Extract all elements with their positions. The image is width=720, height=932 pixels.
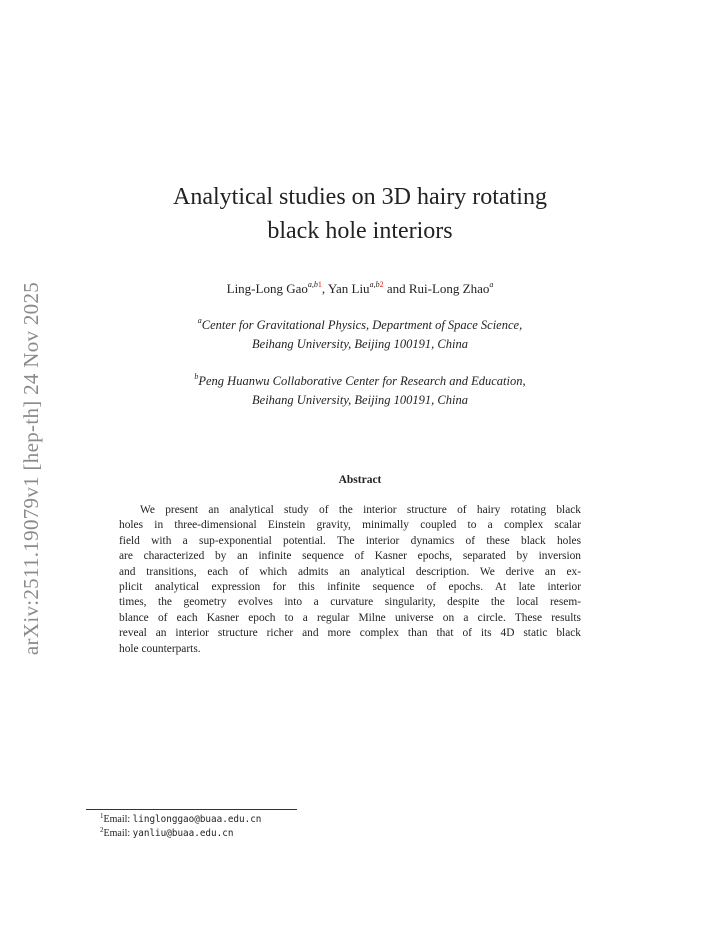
affiliation-mark: a: [197, 316, 202, 325]
title-line-1: Analytical studies on 3D hairy rotating: [173, 184, 547, 210]
footnote-mark: 1: [100, 812, 104, 820]
affiliation-marker: a,b1: [307, 280, 322, 289]
affiliation-marker: a: [489, 280, 494, 289]
paper-title: [0, 180, 720, 248]
footnote-label: Email:: [103, 814, 133, 825]
footnote-label: Email:: [103, 828, 133, 839]
email-link[interactable]: linglonggao@buaa.edu.cn: [132, 814, 262, 825]
author-name: Yan Liu: [327, 281, 370, 296]
abstract-line: field with a sup-exponential potential. The interior dynamics of these black holes: [119, 534, 581, 547]
abstract-line: blance of each Kasner epoch to a regular Milne universe on a circle. These results: [119, 611, 581, 624]
affiliation-line: Beihang University, Beijing 100191, China: [252, 393, 468, 407]
abstract-line: We present an analytical study of the interior structure of hairy rotating black: [140, 504, 581, 516]
footnote-mark: 2: [100, 826, 104, 834]
abstract-line: holes in three-dimensional Einstein gravity, minimally coupled to a complex scalar: [119, 519, 581, 532]
email-link[interactable]: yanliu@buaa.edu.cn: [132, 828, 234, 839]
footnote-item: [100, 813, 261, 827]
affiliation-mark: b: [194, 372, 199, 381]
abstract-heading: Abstract: [338, 474, 382, 486]
abstract-line: reveal an interior structure richer and more complex than that of its 4D static black: [119, 627, 581, 640]
author-name: Rui-Long Zhao: [408, 281, 490, 296]
footnote-item: [100, 827, 261, 841]
abstract-line: plicit analytical expression for this infinite sequence of epochs. At late interior: [119, 581, 581, 594]
affiliation-marker: a,b2: [369, 280, 384, 289]
affiliation-line: Peng Huanwu Collaborative Center for Research and Education,: [198, 374, 526, 388]
affiliation-line: Center for Gravitational Physics, Department of Space Science,: [201, 318, 523, 332]
affiliation-line: Beihang University, Beijing 100191, China: [252, 337, 468, 351]
author-name: Ling-Long Gao: [226, 281, 308, 296]
footnotes: [100, 813, 261, 841]
author-separator: and: [383, 281, 409, 296]
footnote-divider: [86, 809, 297, 810]
footnote-link[interactable]: 1: [317, 280, 322, 289]
author-list: [0, 281, 720, 297]
author-separator: ,: [321, 281, 328, 296]
affiliation-a: [0, 316, 720, 354]
arxiv-id-text: arXiv:2511.19079v1 [hep-th] 24 Nov 2025: [19, 281, 44, 655]
footnote-link[interactable]: 2: [379, 280, 384, 289]
title-line-2: black hole interiors: [267, 218, 453, 244]
abstract-body: [119, 503, 581, 657]
abstract-line: are characterized by an infinite sequence of Kasner epochs, separated by inversion: [119, 550, 581, 563]
abstract-line: hole counterparts.: [119, 642, 201, 655]
abstract-line: and transitions, each of which admits an analytical description. We derive an ex-: [119, 565, 581, 578]
abstract-line: times, the geometry evolves into a curvature singularity, despite the local resem-: [119, 596, 581, 609]
affiliation-b: [0, 372, 720, 410]
